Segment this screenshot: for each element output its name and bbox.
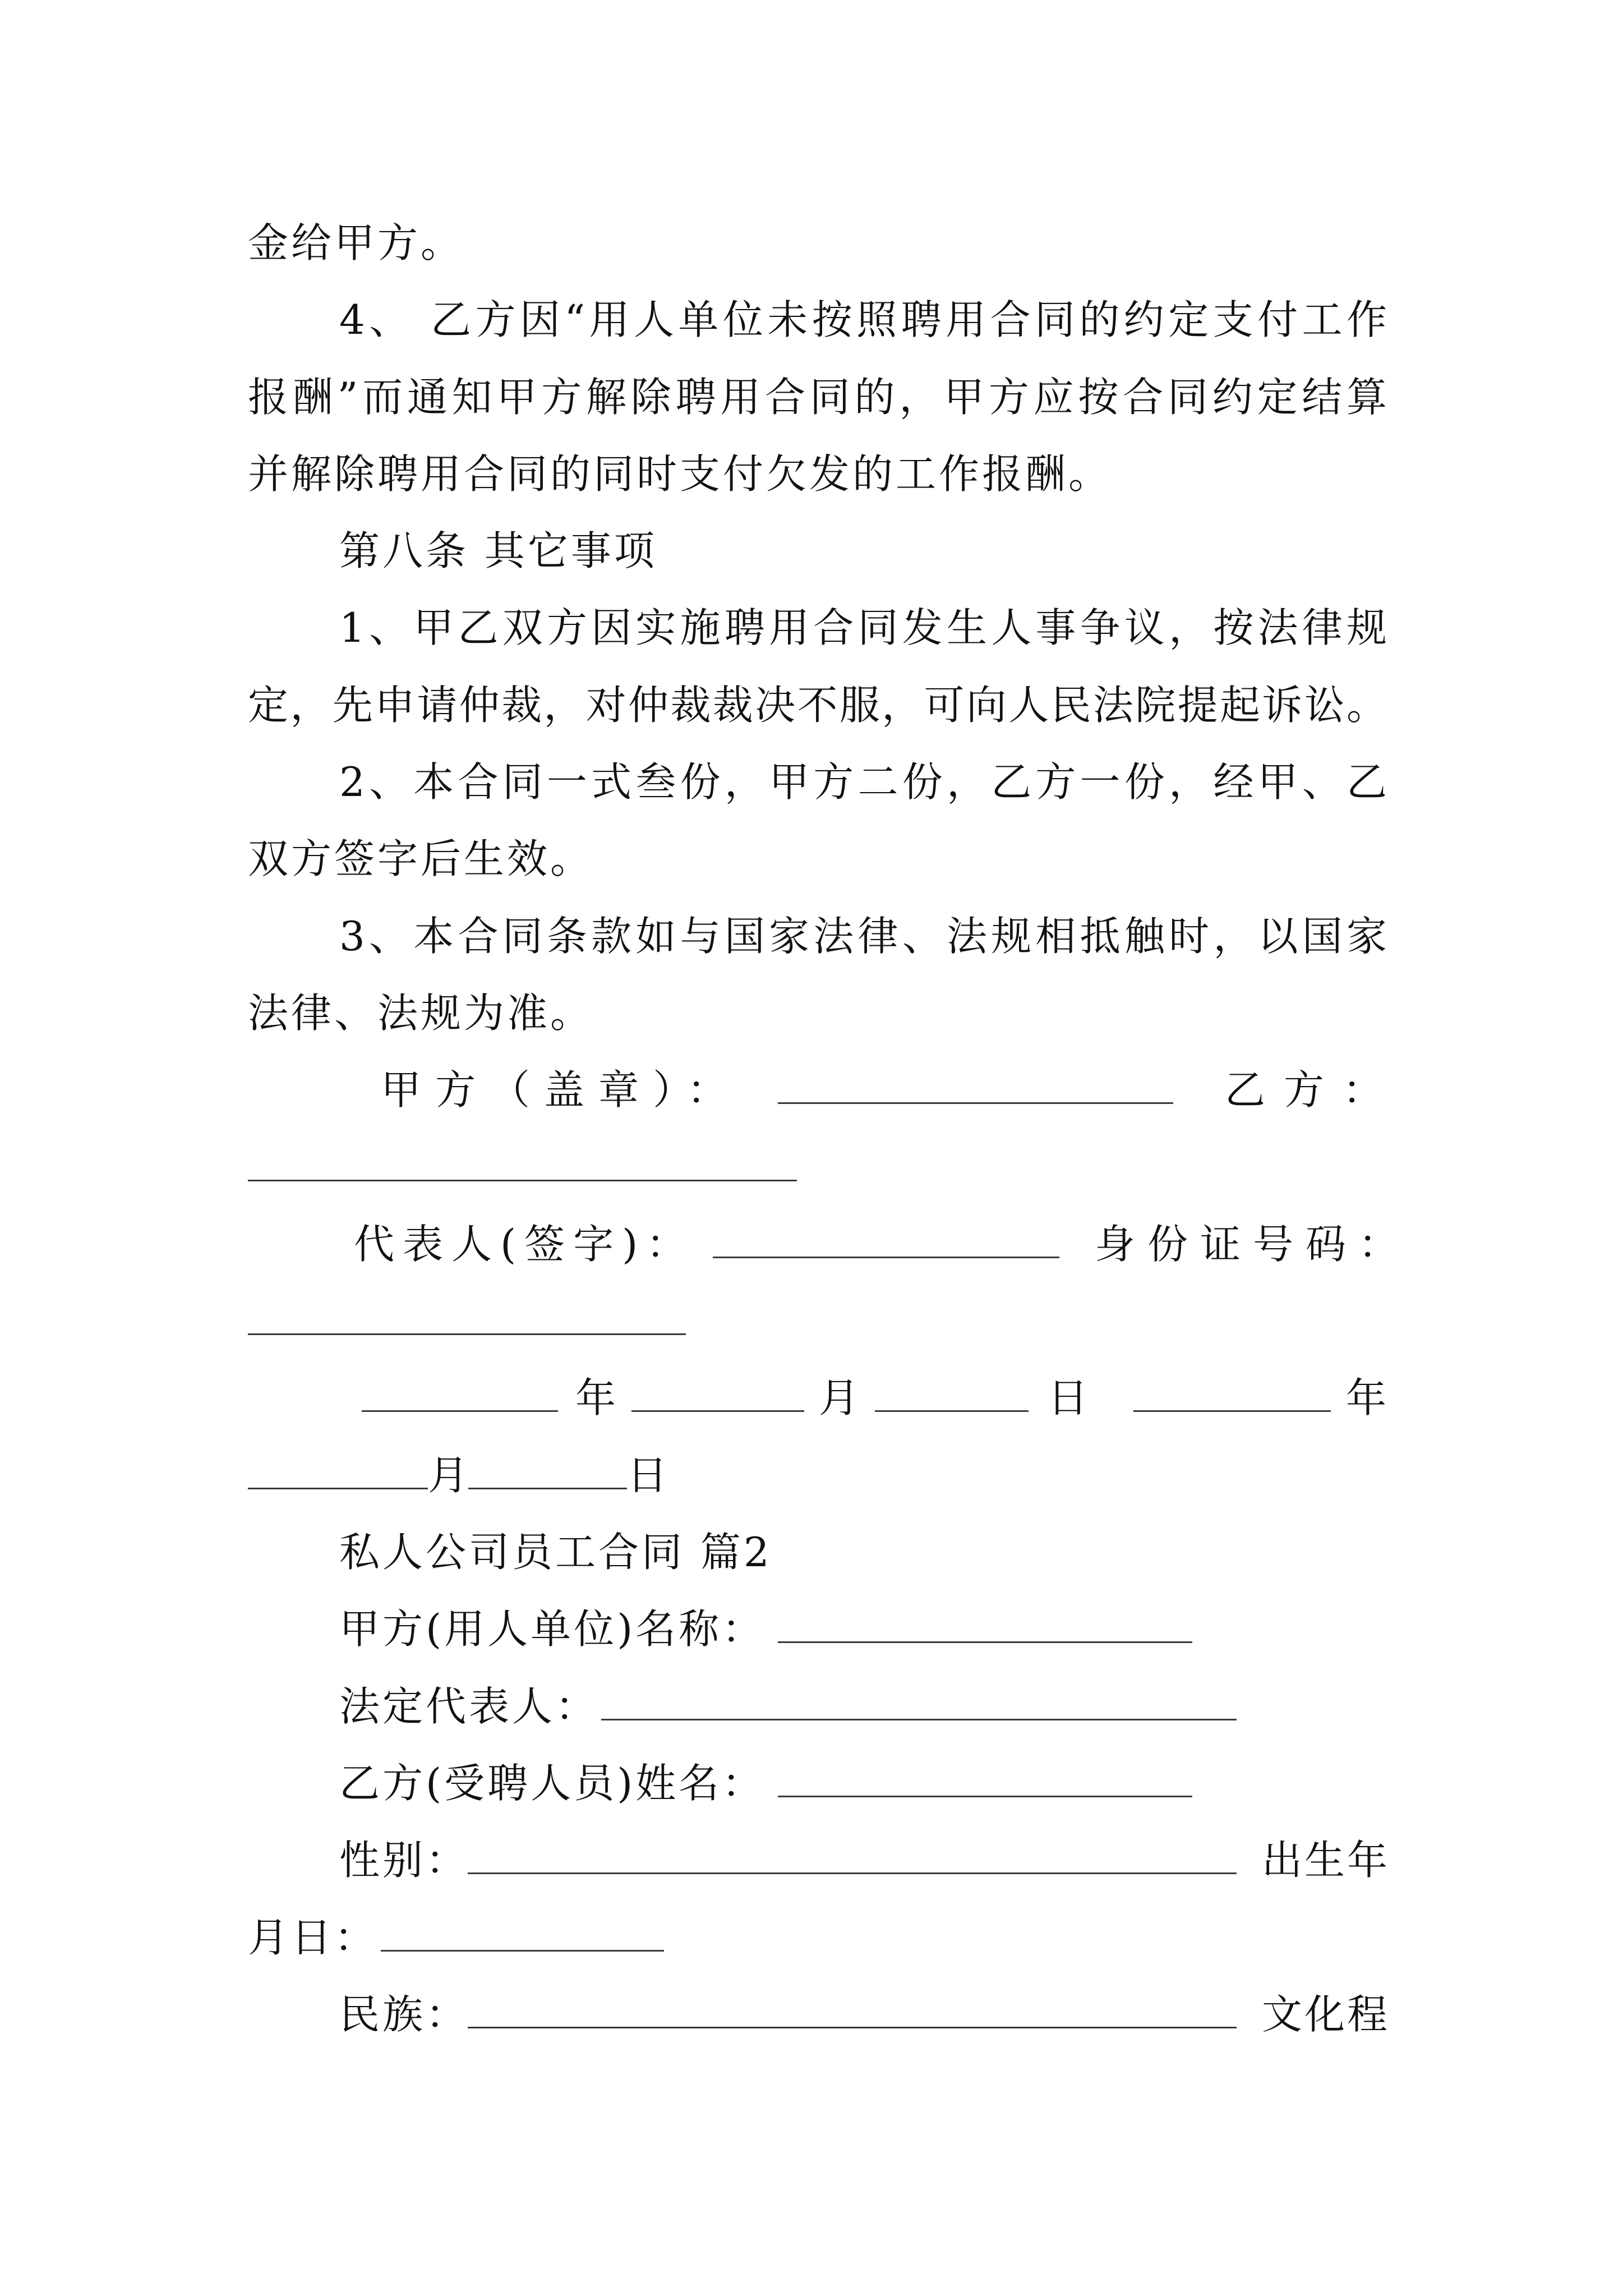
representative-blank (713, 1257, 1059, 1258)
text-line (248, 282, 1387, 358)
date-a-day-label: 日 (1048, 1374, 1091, 1422)
date-a-month-label: 月 (819, 1374, 863, 1422)
text-line (248, 359, 1387, 436)
birth-date-label-continued: 月日： (248, 1913, 378, 1961)
party-b-signature-blank (248, 1180, 797, 1181)
text-line (248, 898, 1387, 975)
date-b-day-blank (468, 1488, 627, 1489)
section-title: 私人公司员工合同 篇2 (339, 1529, 772, 1576)
clause-heading: 第八条 其它事项 (339, 527, 657, 575)
employer-name-blank (778, 1641, 1192, 1643)
date-b-year-label: 年 (1346, 1374, 1390, 1422)
form-line (248, 1822, 1390, 1899)
signature-line (248, 1129, 1387, 1206)
legal-rep-label: 法定代表人： (339, 1682, 599, 1730)
date-b-month-label: 月 (428, 1451, 472, 1499)
paragraph-text: 法律、法规为准。 (248, 989, 594, 1037)
form-line (248, 1745, 1387, 1822)
signature-line (248, 1052, 1402, 1129)
date-a-year-label: 年 (575, 1374, 619, 1422)
text-line (248, 667, 1387, 744)
form-line (248, 1976, 1390, 2053)
ethnicity-label: 民族： (339, 1990, 469, 2038)
id-number-label: 身份证号码： (1095, 1220, 1412, 1268)
text-line (248, 436, 1387, 513)
paragraph-text: 双方签字后生效。 (248, 835, 594, 883)
ethnicity-blank (468, 2027, 1237, 2028)
birth-date-blank (381, 1950, 664, 1952)
party-a-seal-blank (778, 1102, 1173, 1104)
id-number-blank (248, 1333, 686, 1335)
employer-name-label: 甲方(用人单位)名称： (339, 1605, 766, 1653)
birth-date-label: 出生年 (1262, 1837, 1390, 1884)
employee-name-blank (778, 1796, 1192, 1797)
date-b-month-blank (248, 1488, 428, 1489)
document-page (248, 205, 1412, 2053)
employee-name-label: 乙方(受聘人员)姓名： (339, 1759, 766, 1807)
gender-blank (468, 1872, 1237, 1874)
form-line (248, 1591, 1387, 1668)
paragraph-text: 报酬”而通知甲方解除聘用合同的，甲方应按合同约定结算 (248, 373, 1387, 421)
paragraph-text: 3、本合同条款如与国家法律、法规相抵触时，以国家 (339, 912, 1387, 960)
text-line (248, 513, 1387, 590)
date-b-day-label: 日 (627, 1451, 671, 1499)
paragraph-text: 1、甲乙双方因实施聘用合同发生人事争议，按法律规 (339, 604, 1387, 652)
date-a-year-blank (362, 1410, 558, 1412)
legal-rep-blank (601, 1719, 1237, 1720)
paragraph-text: 2、本合同一式叁份，甲方二份，乙方一份，经甲、乙 (339, 758, 1387, 806)
signature-line (248, 1206, 1412, 1283)
paragraph-text: 金给甲方。 (248, 219, 464, 266)
date-a-month-blank (631, 1410, 804, 1412)
text-line (248, 975, 1387, 1052)
paragraph-text: 定，先申请仲裁，对仲裁裁决不服，可向人民法院提起诉讼。 (248, 681, 1387, 729)
gender-label: 性别： (339, 1837, 469, 1884)
party-a-seal-label: 甲方（盖章）： (381, 1066, 742, 1114)
paragraph-text: 并解除聘用合同的同时支付欠发的工作报酬。 (248, 450, 1112, 498)
text-line (248, 744, 1387, 821)
date-b-year-blank (1133, 1410, 1331, 1412)
education-label: 文化程 (1262, 1990, 1390, 2038)
text-line (248, 1514, 1387, 1591)
form-line (248, 1899, 1387, 1976)
form-line (248, 1668, 1387, 1745)
date-line (248, 1437, 1387, 1514)
text-line (248, 590, 1387, 666)
signature-line (248, 1283, 1387, 1360)
date-line (248, 1360, 1390, 1437)
party-b-label: 乙方： (1225, 1066, 1402, 1114)
text-line (248, 821, 1387, 898)
text-line (248, 205, 1387, 282)
date-a-day-blank (875, 1410, 1029, 1412)
paragraph-text: 4、 乙方因“用人单位未按照聘用合同的约定支付工作 (339, 296, 1387, 344)
representative-label: 代表人(签字)： (354, 1220, 695, 1268)
